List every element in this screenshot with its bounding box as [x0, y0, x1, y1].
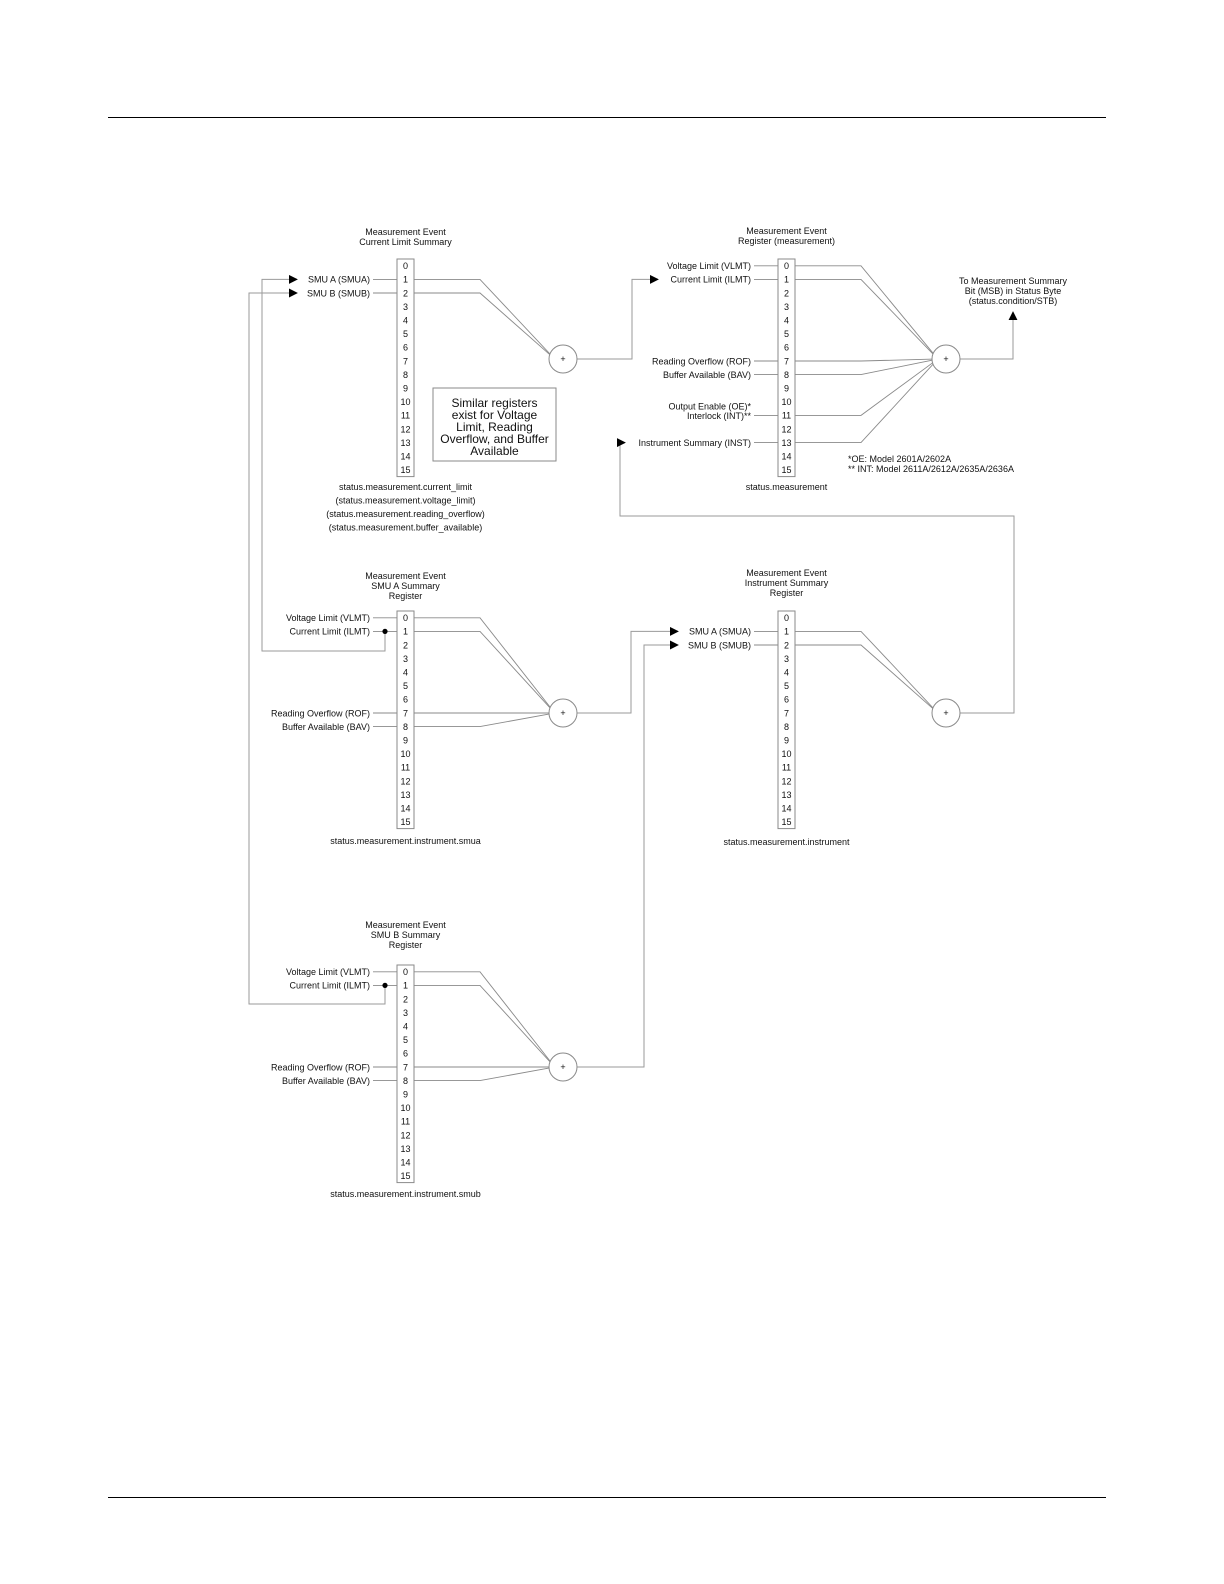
smub-bit-0: 0	[402, 967, 409, 978]
instrument-bit-12: 12	[781, 776, 792, 787]
wire-to-msb	[960, 312, 1013, 359]
smub-bit-5: 5	[402, 1035, 409, 1046]
smua-or-symbol: +	[560, 708, 566, 718]
current_limit-bit-5: 5	[402, 329, 409, 340]
instrument-bit-2: 2	[783, 640, 790, 651]
smub-bit-13: 13	[400, 1143, 411, 1154]
smub-input-1: Current Limit (ILMT)	[289, 980, 370, 991]
output-label-line-2: Bit (MSB) in Status Byte	[964, 286, 1062, 296]
current_limit-caption-line-4: (status.measurement.buffer_available)	[328, 522, 483, 533]
smub-bit-14: 14	[400, 1157, 411, 1168]
measurement-input-1: Current Limit (ILMT)	[670, 274, 751, 285]
instrument-title-line-1: Measurement Event	[746, 568, 827, 578]
current_limit-bit-13: 13	[400, 437, 411, 448]
smua-bit-3: 3	[402, 653, 409, 664]
instrument-title-line-2: Instrument Summary	[744, 578, 829, 588]
current_limit-bit-0: 0	[402, 261, 409, 272]
smua-bit-11: 11	[400, 762, 411, 773]
measurement-bit-7: 7	[783, 356, 790, 367]
measurement-bit-10: 10	[781, 397, 792, 408]
current_limit-bit-6: 6	[402, 342, 409, 353]
instrument-bit-8: 8	[783, 721, 790, 732]
smua-bit-14: 14	[400, 803, 411, 814]
current_limit-bit-3: 3	[402, 301, 409, 312]
wire-cl-to-ilmt	[577, 279, 658, 359]
current_limit-bit-4: 4	[402, 315, 409, 326]
instrument-bit-6: 6	[783, 694, 790, 705]
smub-ilmt-tap-dot	[382, 983, 387, 988]
smub-bit-11: 11	[400, 1116, 411, 1127]
wire-smua-ilmt-to-cl	[262, 279, 385, 651]
measurement-or-symbol: +	[943, 354, 949, 364]
measurement-bit-5: 5	[783, 329, 790, 340]
smua-fan-8	[414, 714, 551, 727]
instrument-bit-15: 15	[781, 817, 792, 828]
measurement-input-5: Interlock (INT)**	[686, 410, 751, 421]
current_limit-title-line-2: Current Limit Summary	[359, 237, 452, 247]
current_limit-bit-15: 15	[400, 465, 411, 476]
smua-input-2: Reading Overflow (ROF)	[270, 708, 370, 719]
current_limit-input-1: SMU B (SMUB)	[307, 288, 370, 299]
smub-input-2: Reading Overflow (ROF)	[270, 1062, 370, 1073]
smub-bit-3: 3	[402, 1007, 409, 1018]
instrument-input-1: SMU B (SMUB)	[688, 640, 751, 651]
current_limit-caption-line-2: (status.measurement.voltage_limit)	[335, 495, 476, 506]
measurement-input-3: Buffer Available (BAV)	[662, 369, 751, 380]
measurement-bit-8: 8	[783, 369, 790, 380]
smua-bit-5: 5	[402, 681, 409, 692]
measurement-fan-7	[795, 359, 934, 361]
smua-title-line-3: Register	[388, 591, 423, 601]
measurement-fan-11	[795, 362, 934, 416]
smub-input-3: Buffer Available (BAV)	[281, 1075, 370, 1086]
smua-bit-10: 10	[400, 749, 411, 760]
measurement-bit-14: 14	[781, 451, 792, 462]
instrument-bit-5: 5	[783, 681, 790, 692]
measurement-input-6: Instrument Summary (INST)	[638, 437, 751, 448]
current_limit-bit-1: 1	[402, 274, 409, 285]
smub-title-line-1: Measurement Event	[365, 920, 446, 930]
smub-bit-7: 7	[402, 1062, 409, 1073]
similar-registers-note	[433, 388, 556, 461]
smua-bit-2: 2	[402, 640, 409, 651]
smub-bit-6: 6	[402, 1048, 409, 1059]
smub-bit-2: 2	[402, 994, 409, 1005]
smua-fan-1	[414, 631, 551, 709]
smua-bit-13: 13	[400, 789, 411, 800]
wire-smub-ilmt-to-cl	[249, 293, 385, 1004]
current_limit-bit-12: 12	[400, 424, 411, 435]
note-line-5: Available	[470, 444, 519, 458]
smub-bit-12: 12	[400, 1130, 411, 1141]
smua-bit-9: 9	[402, 735, 409, 746]
output-label-line-1: To Measurement Summary	[958, 276, 1068, 286]
wire-smua-to-instrument	[577, 631, 678, 713]
smua-bit-4: 4	[402, 667, 409, 678]
smua-input-0: Voltage Limit (VLMT)	[285, 613, 370, 624]
measurement-bit-12: 12	[781, 424, 792, 435]
measurement-bit-15: 15	[781, 465, 792, 476]
current_limit-caption-line-3: (status.measurement.reading_overflow)	[326, 509, 485, 519]
current_limit-caption-line-1: status.measurement.current_limit	[338, 482, 473, 492]
measurement-bit-0: 0	[783, 261, 790, 272]
measurement-input-2: Reading Overflow (ROF)	[651, 356, 751, 367]
smua-bit-12: 12	[400, 776, 411, 787]
instrument-bit-3: 3	[783, 653, 790, 664]
wire-smub-to-instrument	[577, 645, 678, 1067]
smua-input-1: Current Limit (ILMT)	[289, 626, 370, 637]
smua-title-line-2: SMU A Summary	[371, 581, 440, 591]
smub-input-0: Voltage Limit (VLMT)	[285, 967, 370, 978]
smua-bit-7: 7	[402, 708, 409, 719]
measurement-caption-line-1: status.measurement	[745, 482, 828, 492]
smua-title-line-1: Measurement Event	[365, 571, 446, 581]
footnote-int: ** INT: Model 2611A/2612A/2635A/2636A	[848, 464, 1014, 474]
measurement-fan-1	[795, 279, 934, 355]
measurement-bit-13: 13	[781, 437, 792, 448]
instrument-bit-13: 13	[781, 789, 792, 800]
smua-bit-6: 6	[402, 694, 409, 705]
instrument-or-symbol: +	[943, 708, 949, 718]
note-line-4: Overflow, and Buffer	[440, 432, 549, 446]
smub-bit-4: 4	[402, 1021, 409, 1032]
measurement-bit-11: 11	[781, 410, 792, 421]
note-line-1: Similar registers	[451, 396, 538, 410]
output-label-line-3: (status.condition/STB)	[968, 296, 1058, 306]
instrument-bit-14: 14	[781, 803, 792, 814]
instrument-caption-line-1: status.measurement.instrument	[723, 837, 850, 847]
instrument-bit-7: 7	[783, 708, 790, 719]
current_limit-bit-11: 11	[400, 410, 411, 421]
current_limit-bit-8: 8	[402, 369, 409, 380]
smua-bit-0: 0	[402, 613, 409, 624]
measurement-bit-2: 2	[783, 288, 790, 299]
smub-fan-1	[414, 985, 551, 1063]
measurement-input-4: Output Enable (OE)*	[668, 401, 751, 412]
smua-bit-1: 1	[402, 626, 409, 637]
measurement-title-line-2: Register (measurement)	[737, 236, 836, 246]
note-line-3: Limit, Reading	[456, 420, 533, 434]
current_limit-fan-2	[414, 293, 551, 356]
instrument-bit-10: 10	[781, 749, 792, 760]
measurement-title-line-1: Measurement Event	[746, 226, 827, 236]
instrument-fan-1	[795, 631, 934, 709]
smua-input-3: Buffer Available (BAV)	[281, 721, 370, 732]
current_limit-title-line-1: Measurement Event	[365, 227, 446, 237]
measurement-fan-8	[795, 360, 934, 375]
footnote-oe: *OE: Model 2601A/2602A	[848, 454, 952, 464]
instrument-fan-2	[795, 645, 934, 710]
measurement-bit-1: 1	[783, 274, 790, 285]
current_limit-fan-1	[414, 279, 551, 355]
smua-ilmt-tap-dot	[382, 629, 387, 634]
instrument-title-line-3: Register	[769, 588, 804, 598]
instrument-bit-0: 0	[783, 613, 790, 624]
current_limit-bit-2: 2	[402, 288, 409, 299]
instrument-bit-9: 9	[783, 735, 790, 746]
current_limit-bit-7: 7	[402, 356, 409, 367]
measurement-bit-4: 4	[783, 315, 790, 326]
smub-fan-8	[414, 1068, 551, 1081]
smua-bit-8: 8	[402, 721, 409, 732]
smub-caption-line-1: status.measurement.instrument.smub	[330, 1189, 481, 1199]
smua-caption-line-1: status.measurement.instrument.smua	[330, 836, 481, 846]
smub-bit-1: 1	[402, 980, 409, 991]
current_limit-input-0: SMU A (SMUA)	[307, 274, 370, 285]
smub-title-line-3: Register	[388, 940, 423, 950]
instrument-bit-11: 11	[781, 762, 792, 773]
smub-title-line-2: SMU B Summary	[370, 930, 441, 940]
current_limit-bit-10: 10	[400, 397, 411, 408]
current_limit-or-symbol: +	[560, 354, 566, 364]
connection-wires	[249, 266, 1014, 1081]
measurement-input-0: Voltage Limit (VLMT)	[666, 261, 751, 272]
smub-bit-10: 10	[400, 1103, 411, 1114]
measurement-bit-9: 9	[783, 383, 790, 394]
note-line-2: exist for Voltage	[451, 408, 538, 422]
measurement-bit-6: 6	[783, 342, 790, 353]
smub-bit-15: 15	[400, 1171, 411, 1182]
smua-bit-15: 15	[400, 817, 411, 828]
measurement-fan-13	[795, 363, 934, 442]
smub-or-symbol: +	[560, 1062, 566, 1072]
instrument-bit-1: 1	[783, 626, 790, 637]
instrument-input-0: SMU A (SMUA)	[688, 626, 751, 637]
instrument-bit-4: 4	[783, 667, 790, 678]
smub-bit-8: 8	[402, 1075, 409, 1086]
current_limit-bit-9: 9	[402, 383, 409, 394]
smub-bit-9: 9	[402, 1089, 409, 1100]
current_limit-bit-14: 14	[400, 451, 411, 462]
measurement-bit-3: 3	[783, 301, 790, 312]
